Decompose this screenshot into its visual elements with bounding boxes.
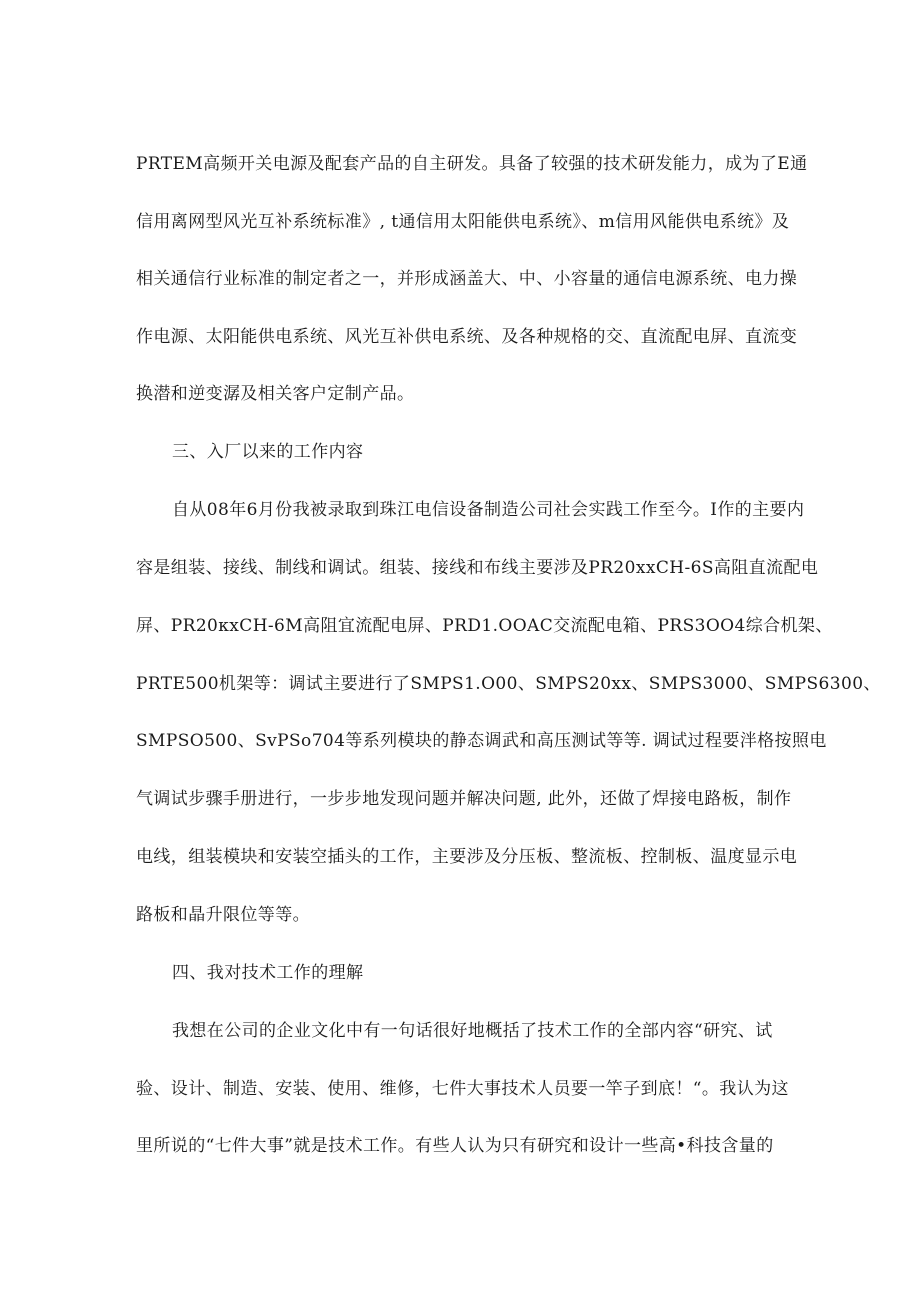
section-3-line-4: PRTE500机架等：调试主要进行了SMPS1.O00、SMPS20xx、SMPS3000、SMPS6300、 bbox=[136, 674, 881, 694]
paragraph-1-line-1: PRTEM高频开关电源及配套产品的自主研发。具备了较强的技术研发能力，成为了E通 bbox=[136, 154, 808, 174]
section-3-line-6: 气调试步骤手册进行，一步步地发现问题并解决问题, 此外，还做了焊接电路板，制作 bbox=[136, 789, 792, 809]
section-3-line-5: SMPSO500、SvPSo704等系列模块的静态调武和高压测试等等. 调试过程要泮格按照电 bbox=[136, 731, 827, 751]
section-4-line-2: 验、设计、制造、安装、使用、维修，七件大事技术人员要一竿子到底！“。我认为这 bbox=[136, 1079, 789, 1099]
section-3-heading: 三、入厂以来的工作内容 bbox=[172, 442, 364, 462]
paragraph-1-line-5: 换潜和逆变潺及相关客户定制产品。 bbox=[136, 384, 415, 404]
paragraph-1-line-4: 作电源、太阳能供电系统、风光互补供电系统、及各种规格的交、直流配电屏、直流变 bbox=[136, 327, 798, 347]
paragraph-1-line-2: 信用离网型风光互补系统标准》, t通信用太阳能供电系统》、m信用风能供电系统》及 bbox=[136, 212, 790, 232]
section-3-line-1: 自从08年6月份我被录取到珠江电信设备制造公司社会实践工作至今。I作的主要内 bbox=[172, 500, 805, 520]
section-3-line-8: 路板和晶升限位等等。 bbox=[136, 905, 310, 925]
section-3-line-2: 容是组装、接线、制线和调试。组装、接线和布线主要涉及PR20xxCH-6S高阻直流配电 bbox=[136, 558, 819, 578]
section-3-line-7: 电线，组装模块和安装空插头的工作，主要涉及分压板、整流板、控制板、温度显示电 bbox=[136, 847, 798, 867]
section-4-line-1: 我想在公司的企业文化中有一句话很好地概括了技术工作的全部内容“研究、试 bbox=[172, 1021, 773, 1041]
section-4-heading: 四、我对技术工作的理解 bbox=[172, 963, 364, 983]
section-4-line-3: 里所说的“七件大事”就是技术工作。有些人认为只有研究和设计一些高•科技含量的 bbox=[136, 1136, 774, 1156]
paragraph-1-line-3: 相关通信行业标准的制定者之一，并形成涵盖大、中、小容量的通信电源系统、电力操 bbox=[136, 269, 798, 289]
section-3-line-3: 屏、PR20κxCH-6M高阻宜流配电屏、PRD1.OOAC交流配电箱、PRS3OO4综合机架、 bbox=[136, 616, 833, 636]
